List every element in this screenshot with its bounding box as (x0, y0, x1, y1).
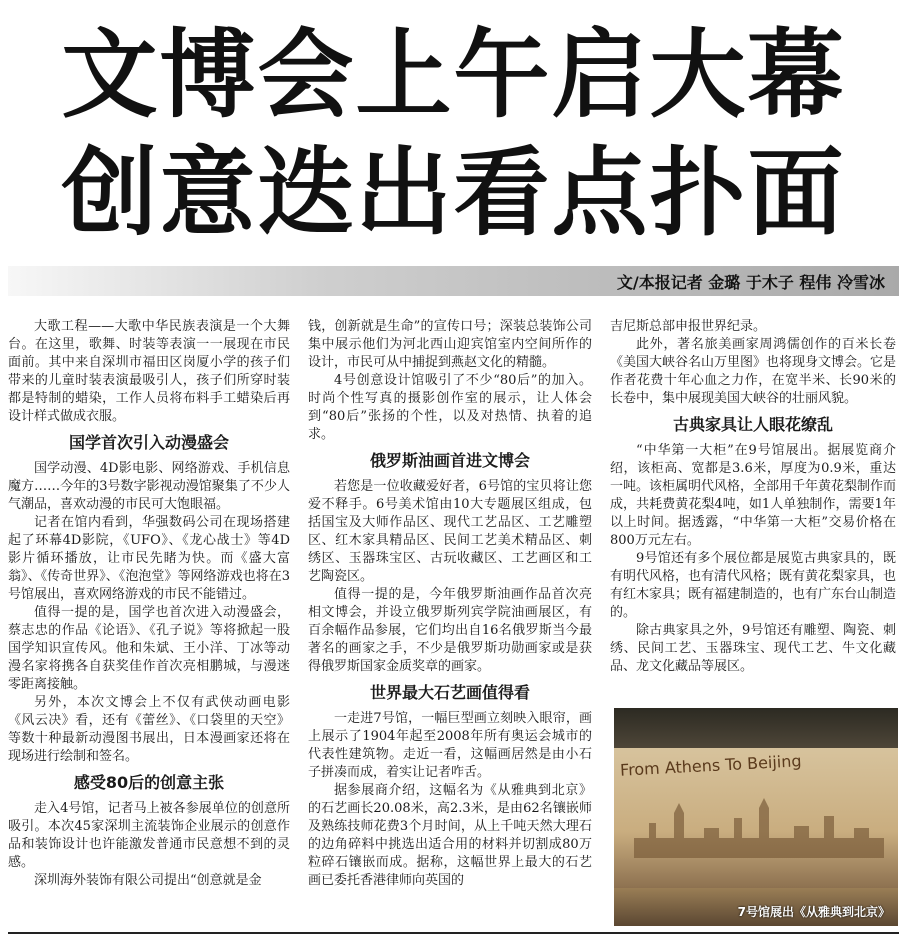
paragraph: 值得一提的是，今年俄罗斯油画作品首次亮相文博会，并设立俄罗斯列宾学院油画展区，有百余幅作品参展，它们均出自16名俄罗斯当今最著名的画家之手，不少是俄罗斯功勋画家或是获得俄罗斯国家金质奖章的画家。 (308, 587, 592, 674)
byline: 文/本报记者 金璐 于木子 程伟 冷雪冰 (616, 273, 885, 292)
paragraph: 国学动漫、4D影电影、网络游戏、手机信息魔方……今年的3号数字影视动漫馆聚集了不少人气潮品，喜欢动漫的市民可大饱眼福。 (8, 461, 290, 512)
paragraph: “中华第一大柜”在9号馆展出。据展览商介绍，该柜高、宽都是3.6米，厚度为0.9米，重达一吨。该柜属明代风格，全部用千年黄花梨制作而成，共耗费黄花梨4吨，如1人单独制作，需要1年以上时间。据透露，“中华第一大柜”交易价格在800万元左右。 (610, 443, 897, 548)
paragraph: 若您是一位收藏爱好者，6号馆的宝贝将让您爱不释手。6号美术馆由10大专题展区组成，包括国宝及大师作品区、现代工艺品区、工艺雕塑区、红木家具精品区、民间工艺美术精品区、刺绣区、玉器珠宝区、古玩收藏区、工艺画区和工艺陶瓷区。 (308, 479, 592, 584)
subheading-80s: 感受80后的创意主张 (73, 773, 225, 792)
paragraph: 记者在馆内看到，华强数码公司在现场搭建起了环幕4D影院，《UFO》、《龙心战士》等4D影片循环播放，让市民先睹为快。而《盛大富翁》、《传奇世界》、《泡泡堂》等网络游戏也将在3号馆展出，喜欢网络游戏的市民不能错过。 (8, 515, 290, 602)
paragraph: 除古典家具之外，9号馆还有雕塑、陶瓷、刺绣、民间工艺、玉器珠宝、现代工艺、牛文化藏品、龙文化藏品等展区。 (610, 623, 896, 674)
paragraph: 深圳海外装饰有限公司提出“创意就是金 (34, 873, 262, 888)
headline-line-1: 文博会上午启大幕 (61, 19, 846, 131)
paragraph: 吉尼斯总部申报世界纪录。 (610, 319, 767, 334)
column-3 (610, 318, 896, 676)
paragraph: 一走进7号馆，一幅巨型画立刻映入眼帘，画上展示了1904年起至2008年所有奥运会城市的代表性建筑物。走近一看，这幅画居然是由小石子拼凑而成，着实让记者咋舌。 (308, 711, 592, 780)
paragraph: 大歌工程——大歌中华民族表演是一个大舞台。在这里，歌舞、时装等表演一一展现在市民面前。其中来自深圳市福田区岗厦小学的孩子们带来的儿童时装表演最吸引人，孩子们所穿时装都是特制的蜡染，工作人员将布料手工蜡染后再设计样式做成衣服。 (8, 319, 290, 424)
stone-mosaic-photo (614, 708, 898, 926)
paragraph: 9号馆还有多个展位都是展览古典家具的，既有明代风格，也有清代风格；既有黄花梨家具，也有红木家具；既有福建制造的，也有广东台山制造的。 (610, 551, 897, 620)
headline-line-2: 创意迭出看点扑面 (61, 137, 846, 249)
paragraph: 另外，本次文博会上不仅有武侠动画电影《风云决》看，还有《蕾丝》、《口袋里的天空》等数十种最新动漫图书展出，日本漫画家还将在现场进行绘制和签名。 (8, 695, 290, 764)
paragraph: 4号创意设计馆吸引了不少“80后”的加入。时尚个性写真的摄影创作室的展示，让人体会到“80后”张扬的个性，以及对热情、执着的追求。 (308, 373, 592, 442)
skyline-icon (634, 798, 884, 858)
subheading-oil-painting: 俄罗斯油画首进文博会 (369, 451, 530, 470)
subheading-anime: 国学首次引入动漫盛会 (68, 433, 229, 452)
paragraph: 据参展商介绍，这幅名为《从雅典到北京》的石艺画长20.08米，高2.3米，是由62名镶嵌师及熟练技师花费3个月时间，从上千吨天然大理石的边角碎料中挑选出适合用的材料并切割成80万粒碎石镶嵌而成。据称，这幅世界上最大的石艺画已委托香港律师向英国的 (308, 783, 592, 888)
column-1 (8, 318, 290, 890)
column-2 (308, 318, 592, 890)
bottom-rule (8, 932, 899, 934)
mosaic-wall-text: From Athens To Beijing (619, 751, 802, 780)
paragraph: 值得一提的是，国学也首次进入动漫盛会，蔡志忠的作品《论语》、《孔子说》等将掀起一股国学知识宣传风。他和朱斌、王小洋、丁冰等动漫名家将携各自获奖佳作首次亮相鹏城，与漫迷零距离接触。 (8, 605, 290, 692)
subheading-furniture: 古典家具让人眼花缭乱 (672, 415, 833, 434)
paragraph: 钱，创新就是生命”的宣传口号；深装总装饰公司集中展示他们为河北西山迎宾馆室内空间所作的设计，市民可从中捕捉到燕赵文化的精髓。 (308, 319, 592, 370)
paragraph: 走入4号馆，记者马上被各参展单位的创意所吸引。本次45家深圳主流装饰企业展示的创意作品和装饰设计也许能激发普通市民意想不到的灵感。 (8, 801, 290, 870)
paragraph: 此外，著名旅美画家周鸿儒创作的百米长卷《美国大峡谷名山万里图》也将现身文博会。它是作者花费十年心血之力作，在宽半米、长90米的长卷中，集中展现美国大峡谷的壮丽风貌。 (610, 337, 897, 406)
photo-caption: 7号馆展出《从雅典到北京》 (737, 905, 890, 919)
byline-bar (8, 266, 899, 296)
subheading-stone-art: 世界最大石艺画值得看 (369, 683, 530, 702)
